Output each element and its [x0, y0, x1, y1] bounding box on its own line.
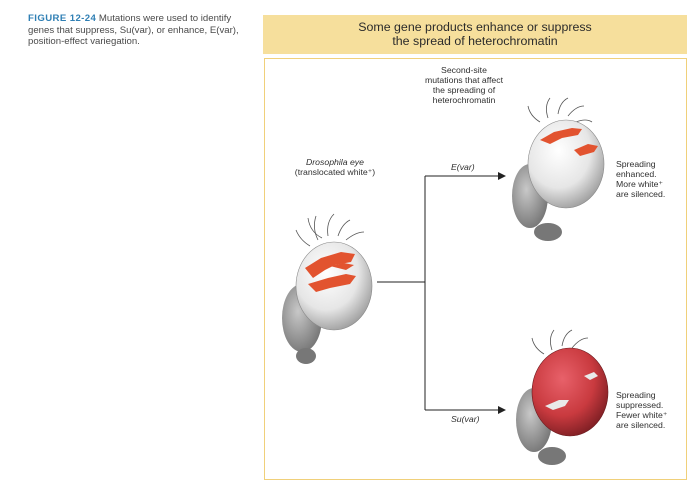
- caption-text: Mutations were used to identify genes that suppress, Su(var), or enhance, E(var), position-effect variegation.: [28, 13, 239, 48]
- header-line-1: Some gene products enhance or suppress: [358, 20, 592, 34]
- fly-head-suppressed: [516, 330, 608, 465]
- second-site-label: Second-site mutations that affect the spreading of heterochromatin: [424, 65, 504, 105]
- evar-label: E(var): [451, 162, 475, 172]
- fly-head-variegated: [282, 214, 372, 364]
- header-line-2: the spread of heterochromatin: [392, 34, 558, 48]
- suvar-label: Su(var): [451, 414, 480, 424]
- figure-label: FIGURE 12-24: [28, 13, 97, 24]
- suppressed-note: Spreading suppressed. Fewer white⁺ are silenced.: [616, 390, 668, 430]
- eye-title: Drosophila eye (translocated white⁺): [294, 157, 376, 177]
- connector-lines: [377, 176, 505, 410]
- fly-head-enhanced: [512, 98, 604, 241]
- enhanced-note: Spreading enhanced. More white⁺ are silenced.: [616, 159, 666, 199]
